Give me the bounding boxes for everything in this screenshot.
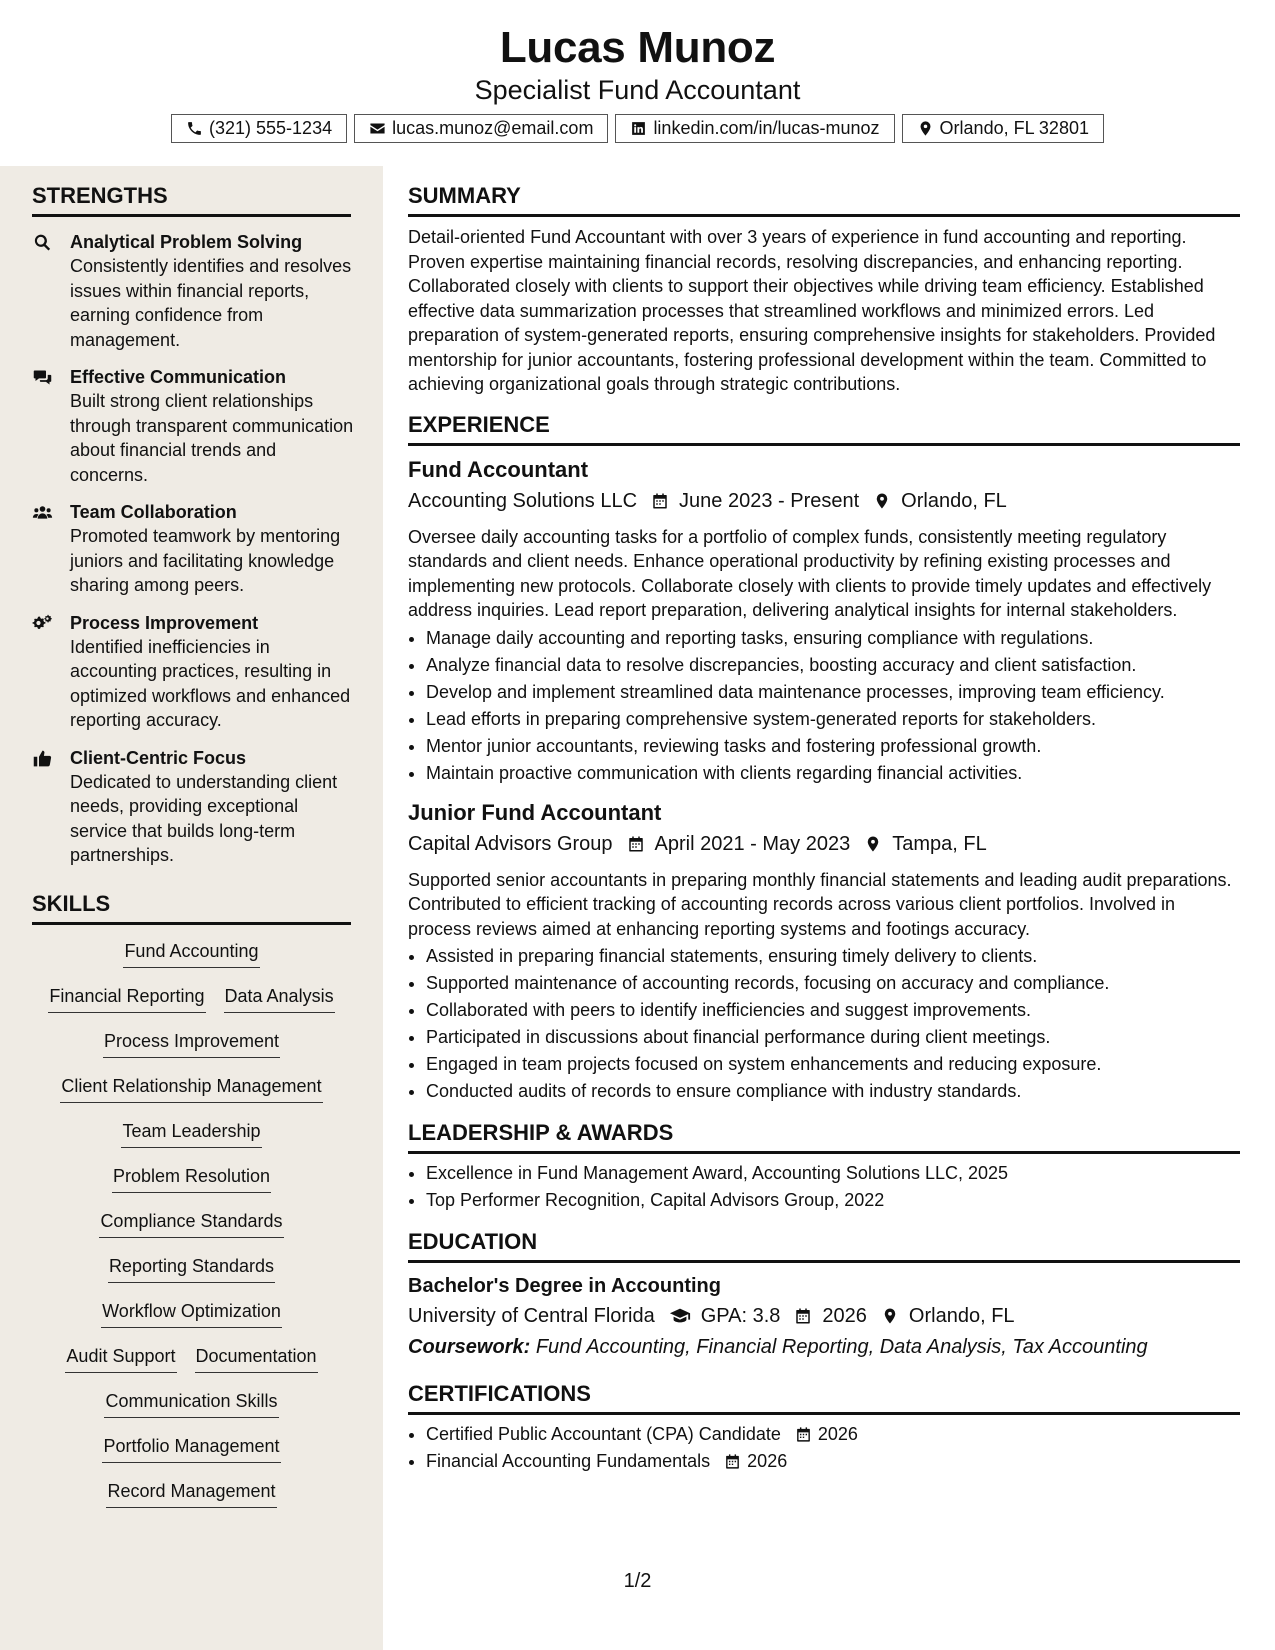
contact-location-text: Orlando, FL 32801 [939, 118, 1089, 138]
certifications-list [408, 1421, 1240, 1475]
education-year: 2026 [822, 1305, 867, 1327]
list-item: • Assisted in preparing financial statements, ensuring timely delivery to clients. [426, 943, 1240, 970]
experience-heading: EXPERIENCE [408, 411, 1240, 446]
list-item: • Analyze financial data to resolve discrepancies, boosting accuracy and client satisfaction. [426, 652, 1240, 679]
skill-tag: Documentation [195, 1344, 318, 1373]
skill-tag: Process Improvement [103, 1029, 280, 1058]
list-item: • Conducted audits of records to ensure compliance with industry standards. [426, 1078, 1240, 1105]
certification-year: 2026 [747, 1451, 788, 1471]
awards-heading: LEADERSHIP & AWARDS [408, 1119, 1240, 1154]
page-number: 1/2 [623, 1570, 652, 1592]
experience-section [408, 411, 1240, 1106]
strength-title: Team Collaboration [70, 502, 237, 522]
contact-phone-text: (321) 555-1234 [209, 118, 333, 138]
calendar-icon [794, 1307, 812, 1325]
strength-item [32, 746, 354, 868]
education-location: Orlando, FL [908, 1305, 1015, 1327]
skill-tag: Client Relationship Management [60, 1074, 322, 1103]
job-location: Tampa, FL [892, 832, 987, 855]
job-title: Junior Fund Accountant [408, 799, 662, 825]
job-description: Supported senior accountants in preparing monthly financial statements and leading audit preparations. Contributed to efficient tracking of accounting records across various client portfolios. Involved in process reviews aimed at enhancing reporting systems and footings accuracy. [408, 869, 1232, 939]
strengths-section [0, 166, 383, 868]
awards-section [408, 1119, 1240, 1214]
job-entry [408, 799, 1240, 1106]
resume-header [0, 0, 1275, 143]
strength-item [32, 365, 354, 487]
contact-phone [171, 114, 347, 143]
strength-item [32, 230, 354, 352]
job-description: Oversee daily accounting tasks for a portfolio of complex funds, consistently meeting regulatory standards and client needs. Enhance operational productivity by refining existing processes and implementing new protocols. Collaborate closely with clients to provide timely updates and effectively address inquiries. Lead report preparation, delivering analytical insights for internal stakeholders. [408, 526, 1212, 620]
list-item: • Collaborated with peers to identify inefficiencies and suggest improvements. [426, 997, 1240, 1024]
job-meta [408, 485, 1240, 517]
education-section [408, 1228, 1240, 1362]
users-icon [32, 502, 53, 523]
map-pin-icon [864, 835, 882, 853]
strength-title: Process Improvement [70, 612, 259, 633]
job-meta [408, 828, 1240, 860]
list-item: • Excellence in Fund Management Award, Accounting Solutions LLC, 2025 [426, 1160, 1240, 1187]
envelope-icon [369, 120, 386, 137]
list-item: • Develop and implement streamlined data maintenance processes, improving team efficiency. [426, 679, 1240, 706]
strength-title: Client-Centric Focus [70, 747, 247, 768]
list-item: • Lead efforts in preparing comprehensive system-generated reports for stakeholders. [426, 706, 1240, 733]
education-degree: Bachelor's Degree in Accounting [408, 1275, 721, 1297]
graduation-cap-icon [669, 1305, 691, 1327]
skill-tag: Problem Resolution [112, 1164, 271, 1193]
job-title: Fund Accountant [408, 456, 589, 482]
list-item: • Mentor junior accountants, reviewing tasks and fostering professional growth. [426, 733, 1240, 760]
skills-section [0, 868, 383, 1524]
calendar-icon [627, 835, 645, 853]
contact-email[interactable] [354, 114, 608, 143]
calendar-icon [724, 1453, 741, 1470]
certification-year: 2026 [817, 1424, 858, 1444]
calendar-icon [795, 1426, 812, 1443]
strength-title: Effective Communication [70, 367, 287, 387]
strength-item [32, 611, 354, 733]
job-bullets [408, 625, 1240, 787]
map-pin-icon [881, 1307, 899, 1325]
certifications-heading: CERTIFICATIONS [408, 1380, 1240, 1415]
summary-section [408, 182, 1240, 397]
gears-icon [32, 613, 53, 634]
contact-location [902, 114, 1104, 143]
list-item: • Top Performer Recognition, Capital Advisors Group, 2022 [426, 1187, 1240, 1214]
skill-tag: Compliance Standards [99, 1209, 283, 1238]
list-item: • Participated in discussions about financial performance during client meetings. [426, 1024, 1240, 1051]
strength-title: Analytical Problem Solving [70, 232, 303, 252]
sidebar [0, 166, 383, 1650]
contact-linkedin[interactable] [615, 114, 894, 143]
contact-email-text[interactable]: lucas.munoz@email.com [392, 118, 594, 138]
map-pin-icon [917, 120, 934, 137]
strength-desc: Identified inefficiencies in accounting practices, resulting in optimized workflows and enhanced reporting accuracy. [70, 636, 351, 730]
job-bullets [408, 943, 1240, 1105]
chat-bubbles-icon [32, 367, 53, 388]
list-item: • Manage daily accounting and reporting tasks, ensuring compliance with regulations. [426, 625, 1240, 652]
summary-heading: SUMMARY [408, 182, 1240, 217]
main-content [408, 166, 1240, 1475]
strength-desc: Consistently identifies and resolves issues within financial reports, earning confidence from management. [70, 256, 352, 350]
job-company: Capital Advisors Group [408, 832, 613, 855]
job-dates: June 2023 - Present [679, 489, 860, 512]
skill-tag: Data Analysis [224, 984, 335, 1013]
coursework [408, 1332, 1240, 1362]
job-entry [408, 456, 1240, 787]
thumbs-up-icon [32, 748, 53, 769]
awards-list [408, 1160, 1240, 1214]
calendar-icon [651, 492, 669, 510]
skill-tag: Workflow Optimization [101, 1299, 282, 1328]
list-item: • Maintain proactive communication with clients regarding financial activities. [426, 760, 1240, 787]
linkedin-icon [630, 120, 647, 137]
certification-name: • Financial Accounting Fundamentals [426, 1451, 711, 1471]
strengths-heading: STRENGTHS [32, 182, 351, 217]
education-meta [408, 1300, 1240, 1332]
education-gpa: GPA: 3.8 [700, 1305, 781, 1327]
list-item [426, 1448, 1240, 1475]
list-item: • Engaged in team projects focused on system enhancements and reducing exposure. [426, 1051, 1240, 1078]
strength-desc: Promoted teamwork by mentoring juniors and facilitating knowledge sharing among peers. [70, 526, 341, 595]
education-heading: EDUCATION [408, 1228, 1240, 1263]
strength-desc: Built strong client relationships through transparent communication about financial trends and concerns. [70, 391, 354, 485]
candidate-title: Specialist Fund Accountant [474, 75, 801, 105]
candidate-name: Lucas Munoz [499, 23, 776, 72]
skill-tag: Communication Skills [104, 1389, 278, 1418]
skill-tag: Reporting Standards [108, 1254, 275, 1283]
strength-desc: Dedicated to understanding client needs, providing exceptional service that builds long-term partnerships. [70, 771, 338, 865]
skills-heading: SKILLS [32, 890, 351, 925]
map-pin-icon [873, 492, 891, 510]
skill-tag: Fund Accounting [123, 939, 259, 968]
skill-tag: Team Leadership [121, 1119, 261, 1148]
job-location: Orlando, FL [901, 489, 1007, 512]
coursework-list: Fund Accounting, Financial Reporting, Data Analysis, Tax Accounting [535, 1336, 1148, 1358]
education-school: University of Central Florida [408, 1305, 655, 1327]
skill-tag: Portfolio Management [102, 1434, 280, 1463]
job-dates: April 2021 - May 2023 [654, 832, 851, 855]
certifications-section [408, 1380, 1240, 1475]
skill-tag: Financial Reporting [48, 984, 205, 1013]
coursework-label: Coursework: [408, 1336, 531, 1358]
list-item: • Supported maintenance of accounting records, focusing on accuracy and compliance. [426, 970, 1240, 997]
skill-tag: Audit Support [65, 1344, 176, 1373]
summary-text: Detail-oriented Fund Accountant with over 3 years of experience in fund accounting and reporting. Proven expertise maintaining financial records, resolving discrepancies, and enhancing reporting. Collaborated closely with clients to support their objectives while driving team efficiency. Established effective data summarization processes that streamlined workflows and minimized errors. Led preparation of system-generated reports, ensuring comprehensive insights for stakeholders. Provided mentorship for junior accountants, fostering professional development within the team. Committed to achieving organizational goals through strategic contributions. [408, 227, 1216, 394]
certification-name: • Certified Public Accountant (CPA) Candidate [426, 1424, 781, 1444]
contact-linkedin-text[interactable]: linkedin.com/in/lucas-munoz [653, 118, 880, 138]
list-item [426, 1421, 1240, 1448]
strength-item [32, 500, 354, 598]
skill-tag: Record Management [106, 1479, 276, 1508]
phone-icon [186, 120, 203, 137]
search-icon [32, 232, 53, 253]
contact-bar [0, 114, 1275, 143]
skills-list [32, 925, 351, 1524]
job-company: Accounting Solutions LLC [408, 489, 638, 512]
